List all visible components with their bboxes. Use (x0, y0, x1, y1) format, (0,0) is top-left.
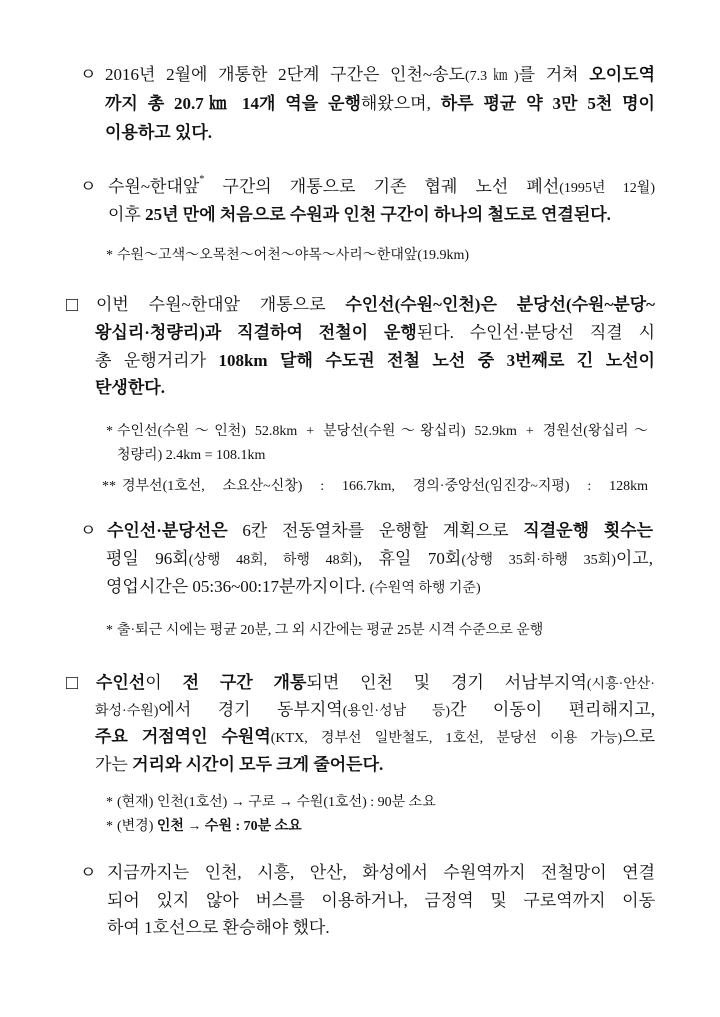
footnote-marker: * (106, 248, 113, 263)
bold-text-run: 거리와 시간이 모두 크게 줄어든다. (132, 755, 384, 774)
footnote-total-distance-line-2 (117, 446, 648, 466)
circle-bullet-icon: ㅇ (80, 177, 97, 196)
bold-text-run: 직결운행 횟수는 (523, 521, 653, 540)
footnote-marker: ** (102, 479, 116, 494)
text-run: (변경) (117, 819, 157, 834)
bold-text-run: 하루 평균 약 3만 5천 명이 (440, 94, 655, 113)
bold-text-run: 수인선·분당선은 (107, 521, 228, 540)
text-run: (7.3㎞) (464, 69, 519, 84)
bold-text-run: 까지 총 20.7㎞ 14개 역을 운행 (105, 94, 361, 113)
text-run: 해왔으며, (360, 94, 441, 113)
paragraph-4-line-3 (106, 575, 653, 599)
text-run: 6칸 전동열차를 운행할 계획으로 (227, 521, 524, 540)
text-run: 수원～고색～오목천～어천～야목～사리～한대앞(19.9km) (117, 248, 470, 263)
paragraph-6-line-3 (107, 916, 655, 940)
text-run: 된다. 수인선·분당선 직결 시 (416, 323, 655, 342)
text-run: 화성·수원) (95, 704, 159, 719)
text-run: 수인선(수원～인천) 52.8km + 분당선(수원～왕십리) 52.9km + 경원선(왕십리～ (117, 424, 648, 439)
text-run: 이후 (108, 205, 146, 224)
footnote-marker: * (106, 623, 113, 638)
footnote-longest-lines (122, 477, 648, 497)
text-run: (KTX, 경부선 일반철도, 1호선, 분당선 이용 가능) (270, 731, 623, 746)
paragraph-1-line-1 (105, 63, 655, 87)
text-run: (수원역 하행 기준) (369, 581, 481, 596)
bold-text-run: 주요 거점역인 수원역 (95, 727, 271, 746)
bold-text-run: 오이도역 (589, 65, 655, 84)
footnote-marker: * (106, 795, 113, 810)
paragraph-2-line-2 (108, 203, 655, 227)
bold-text-run: 인천 → 수원 : 70분 소요 (156, 819, 302, 834)
text-run: 되어 있지 않아 버스를 이용하거나, 금정역 및 구로역까지 이동 (107, 891, 655, 910)
paragraph-3-line-4 (95, 376, 655, 400)
footnote-total-distance-line-1 (117, 422, 648, 442)
footnote-marker: * (106, 819, 113, 834)
paragraph-3-line-3 (95, 349, 655, 373)
bold-text-run: 수인선 (96, 673, 146, 692)
circle-bullet-icon: ㅇ (80, 863, 97, 882)
text-run: 2016년 2월에 개통한 2단계 구간은 인천~송도 (105, 65, 465, 84)
text-run: 수원~한대앞 (108, 177, 200, 196)
text-run: (상행 35회·하행 35회) (461, 553, 616, 568)
footnote-reference: * (199, 174, 205, 185)
text-run: 영업시간은 05:36~00:17분까지이다. (106, 577, 370, 596)
square-bullet-icon: □ (66, 672, 79, 694)
text-run: 총 운행거리가 (95, 351, 219, 370)
bold-text-run: 왕십리·청량리)과 직결하여 전철이 운행 (95, 323, 417, 342)
text-run: (시흥·안산· (586, 677, 655, 692)
bold-text-run: 수인선(수원~인천)은 분당선(수원~분당~ (345, 295, 655, 314)
text-run: 으로 (622, 727, 655, 746)
text-run: 경부선(1호선, 소요산~신창) : 166.7km, 경의·중앙선(임진강~지평) : 128km (122, 479, 648, 494)
paragraph-5-line-4 (95, 753, 655, 777)
footnote-headway (117, 621, 637, 641)
circle-bullet-icon: ㅇ (80, 521, 97, 540)
footnote-changed-travel (117, 817, 617, 837)
circle-bullet-icon: ㅇ (80, 65, 97, 84)
text-run: 출·퇴근 시에는 평균 20분, 그 외 시간에는 평균 25분 시격 수준으로 운행 (117, 623, 544, 638)
paragraph-4-line-1 (107, 519, 653, 543)
paragraph-4-line-2 (106, 547, 653, 571)
footnote-route-stations (117, 246, 617, 266)
text-run: 평일 96회 (106, 549, 189, 568)
paragraph-5-line-2 (95, 698, 655, 722)
paragraph-5-line-3 (95, 725, 655, 749)
text-run: 구간의 개통으로 기존 협궤 노선 폐선 (204, 177, 560, 196)
paragraph-6-line-1 (107, 861, 655, 885)
paragraph-1-line-3 (105, 121, 655, 145)
paragraph-5-line-1 (96, 671, 655, 695)
footnote-marker: * (106, 424, 113, 439)
bold-text-run: 탄생한다. (95, 378, 165, 397)
bold-text-run: 108km 달해 수도권 전철 노선 중 3번째로 긴 노선이 (218, 351, 655, 370)
paragraph-1-line-2 (105, 92, 655, 116)
text-run: 이 (145, 673, 183, 692)
text-run: 지금까지는 인천, 시흥, 안산, 화성에서 수원역까지 전철망이 연결 (107, 863, 655, 882)
footnote-current-travel (117, 793, 617, 813)
bold-text-run: 25년 만에 처음으로 수원과 인천 구간이 하나의 철도로 연결된다. (145, 205, 611, 224)
square-bullet-icon: □ (66, 294, 79, 316)
paragraph-3-line-1 (96, 293, 655, 317)
bold-text-run: 전 구간 개통 (182, 673, 307, 692)
text-run: 청량리) 2.4km = 108.1km (117, 448, 266, 463)
text-run: 되면 인천 및 경기 서남부지역 (306, 673, 587, 692)
text-run: , 휴일 70회 (357, 549, 462, 568)
text-run: (현재) 인천(1호선) → 구로 → 수원(1호선) : 90분 소요 (117, 795, 436, 810)
text-run: 이번 수원~한대앞 개통으로 (96, 295, 346, 314)
paragraph-6-line-2 (107, 889, 655, 913)
paragraph-3-line-2 (95, 321, 655, 345)
text-run: (상행 48회, 하행 48회) (188, 553, 358, 568)
text-run: 하여 1호선으로 환승해야 했다. (107, 918, 330, 937)
text-run: (용인·성남 등) (342, 704, 451, 719)
text-run: 가는 (95, 755, 133, 774)
bold-text-run: 이용하고 있다. (105, 123, 213, 142)
text-run: (1995년 12월) (559, 181, 655, 196)
text-run: 에서 경기 동부지역 (158, 700, 343, 719)
text-run: 간 이동이 편리해지고, (450, 700, 655, 719)
paragraph-2-line-1 (108, 175, 655, 199)
text-run: 이고, (615, 549, 653, 568)
text-run: 를 거쳐 (518, 65, 590, 84)
